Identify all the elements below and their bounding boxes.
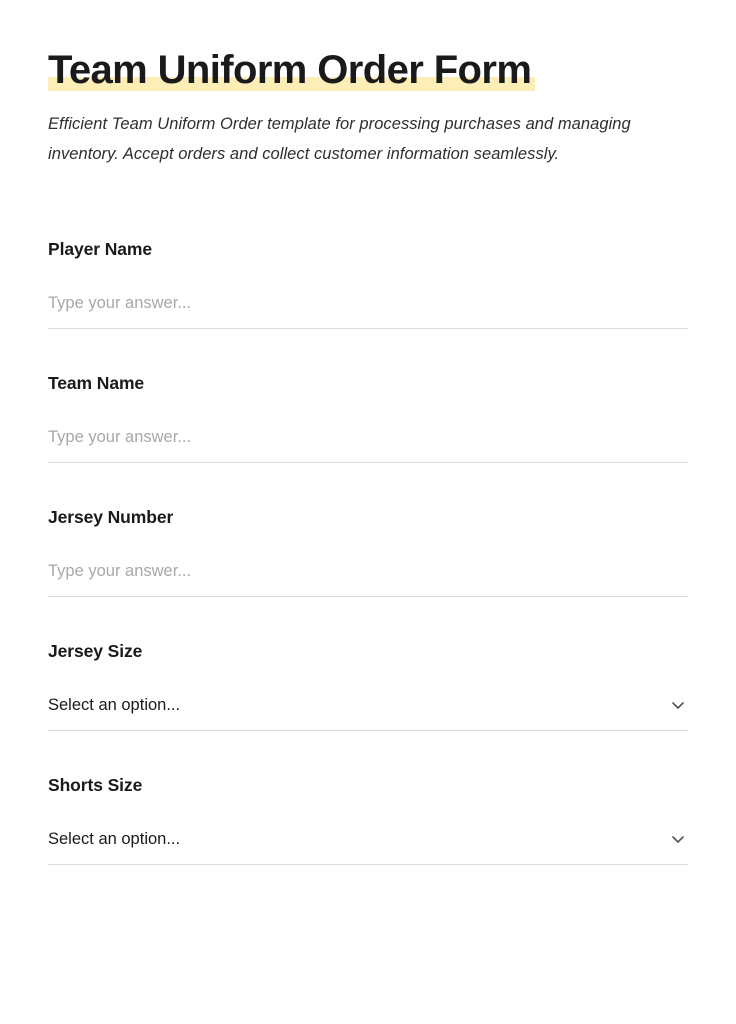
player-name-input[interactable] — [48, 294, 688, 313]
chevron-down-icon[interactable] — [670, 697, 686, 713]
team-name-field[interactable] — [48, 428, 688, 463]
jersey-size-selected-value: Select an option... — [48, 695, 181, 714]
page-title: Team Uniform Order Form — [48, 48, 532, 92]
shorts-size-selected-value: Select an option... — [48, 829, 181, 848]
shorts-size-select[interactable] — [48, 830, 688, 865]
team-name-input[interactable] — [48, 428, 688, 447]
question-team-name — [48, 329, 688, 463]
jersey-number-field[interactable] — [48, 562, 688, 597]
jersey-number-input[interactable] — [48, 562, 688, 581]
player-name-field[interactable] — [48, 294, 688, 329]
question-label: Team Name — [48, 372, 145, 393]
question-jersey-number — [48, 463, 688, 597]
question-player-name — [48, 195, 688, 329]
question-label: Jersey Number — [48, 506, 174, 527]
question-label: Player Name — [48, 238, 152, 259]
page-title-wrap — [48, 48, 535, 93]
question-shorts-size — [48, 731, 688, 865]
form-header — [48, 48, 688, 169]
question-label: Shorts Size — [48, 774, 143, 795]
question-label: Jersey Size — [48, 640, 143, 661]
form-description: Efficient Team Uniform Order template for processing purchases and managing inventory. Accept orders and collect customer information seamlessly. — [48, 114, 631, 163]
jersey-size-select[interactable] — [48, 696, 688, 731]
question-jersey-size — [48, 597, 688, 731]
chevron-down-icon[interactable] — [670, 831, 686, 847]
